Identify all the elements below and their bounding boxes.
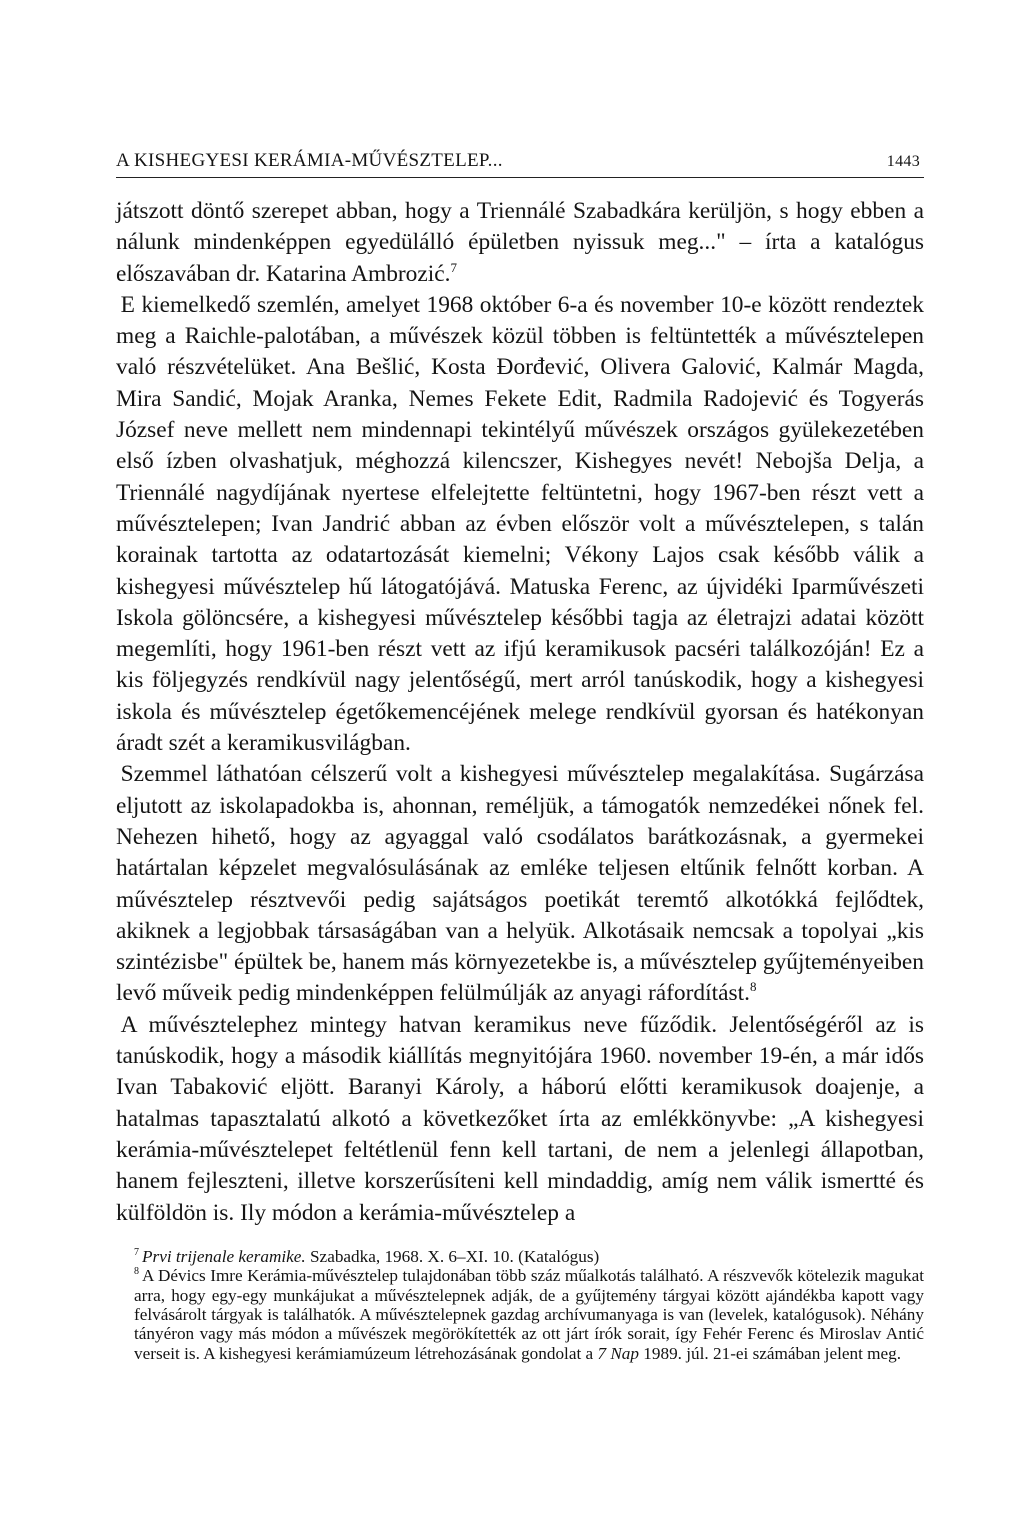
footnote-7-number: 7 xyxy=(134,1247,139,1259)
footnote-7-text: Szabadka, 1968. X. 6–XI. 10. (Katalógus) xyxy=(305,1246,600,1266)
footnote-ref-8: 8 xyxy=(749,979,757,995)
paragraph-1-text: játszott döntő szerepet abban, hogy a Triennálé Szabadkára kerüljön, s hogy ebben a nálunk mindenképpen egyedülálló épületben nyissuk meg..." – írta a katalógus előszavában dr. Katarina Ambrozić. xyxy=(116,198,924,287)
footnote-8-text-end: 1989. júl. 21-ei számában jelent meg. xyxy=(639,1343,902,1363)
paragraph-1 xyxy=(116,196,924,290)
footnote-8-number: 8 xyxy=(134,1266,139,1278)
running-title: A KISHEGYESI KERÁMIA-MŰVÉSZTELEP... xyxy=(116,150,503,171)
paragraph-4: A művésztelephez mintegy hatvan keramikus neve fűződik. Jelentőségéről az is tanúskodik, hogy a második kiállítás megnyitójára 1960. november 19-én, a már idős Ivan Tabaković eljött. Baranyi Károly, a háború előtti keramikusok doajenje, a hatalmas tapasztalatú alkotó a következőket írta az emlékkönyvbe: „A kishegyesi kerámia-művésztelepet feltétlenül fenn kell tartani, de nem a jelenlegi állapotban, hanem fejleszteni, illetve korszerűsíteni kell mindaddig, amíg nem válik ismertté és külföldön is. Ily módon a kerámia-művésztelep a xyxy=(116,1011,924,1226)
paragraph-2: E kiemelkedő szemlén, amelyet 1968 október 6-a és november 10-e között rendeztek meg a Raichle-palotában, a művészek közül többen is feltüntették a művésztelepen való részvételüket. Ana Bešlić, Kosta Đorđević, Olivera Galović, Kalmár Magda, Mira Sandić, Mojak Aranka, Nemes Fekete Edit, Radmila Radojević és Togyerás József neve mellett nem mindennapi tekintélyű művészek országos gyülekezetében első ízben olvashatjuk, méghozzá kilencszer, Kishegyes nevét! Nebojša Delja, a Triennálé nagydíjának nyertese elfelejtette feltüntetni, hogy 1967-ben részt vett a művésztelepen; Ivan Jandrić abban az évben először volt a művésztelepen, s talán korainak tartotta az odatartozását kiemelni; Vékony Lajos csak később válik a kishegyesi művésztelep hű látogatójává. Matuska Ferenc, az újvidéki Iparművészeti Iskola gölöncsére, a kishegyesi művésztelep későbbi tagja az életrajzi adatai között megemlíti, hogy 1961-ben részt vett az ifjú keramikusok pacséri találkozóján! Ez a kis följegyzés rendkívül nagy jelentőségű, mert arról tanúskodik, hogy a kishegyesi iskola és művésztelep égetőkemencéjének melege rendkívül gyorsan és hatékonyan áradt szét a keramikusvilágban. xyxy=(116,291,924,757)
footnote-ref-7: 7 xyxy=(450,259,457,275)
footnote-8-italic: 7 Nap xyxy=(597,1343,639,1363)
running-header xyxy=(116,150,924,178)
body-text xyxy=(116,196,924,1229)
footnote-7-title: Prvi trijenale keramike. xyxy=(142,1246,306,1266)
paragraph-3-text: Szemmel láthatóan célszerű volt a kishegyesi művésztelep megalakítása. Sugárzása eljutott az iskolapadokba is, ahonnan, reméljük, a támogatók nemzedékei nőnek fel. Nehezen hihető, hogy az agyaggal való csodálatos barátkozásnak, a gyermekei határtalan képzelet megvalósulásának az emléke teljesen eltűnik felnőtt korban. A művésztelep résztvevői pedig sajátságos poetikát teremtő alkotókká fejlődtek, akiknek a legjobbak társaságában van a helyük. Alkotásaik nemcsak a topolyai „kis szintézisbe" épültek be, hanem más környezetekbe is, a művésztelep gyűjteményeiben levő műveik pedig mindenképpen felülmúlják az anyagi ráfordítást. xyxy=(116,761,924,1007)
footnote-7 xyxy=(116,1247,924,1266)
document-page xyxy=(116,150,924,1363)
page-number: 1443 xyxy=(886,153,920,170)
paragraph-3 xyxy=(116,759,924,1009)
footnote-8-text: A Dévics Imre Kerámia-művésztelep tulajdonában több száz műalkotás található. A részvevők kötelezik magukat arra, hogy egy-egy munkájukat a művésztelepnek adják, de a gyűjtemény tárgyai között ajándékba kapott vagy felvásárolt tárgyak is találhatók. A művésztelepnek gazdag archívumanyaga is van (levelek, katalógusok). Néhány tányéron vagy más módon a művészek megörökítették az ott járt írók sorait, így Fehér Ferenc és Miroslav Antić verseit is. A kishegyesi kerámiamúzeum létrehozásának gondolat a xyxy=(134,1266,924,1363)
footnote-8 xyxy=(116,1266,924,1363)
footnotes xyxy=(116,1247,924,1363)
